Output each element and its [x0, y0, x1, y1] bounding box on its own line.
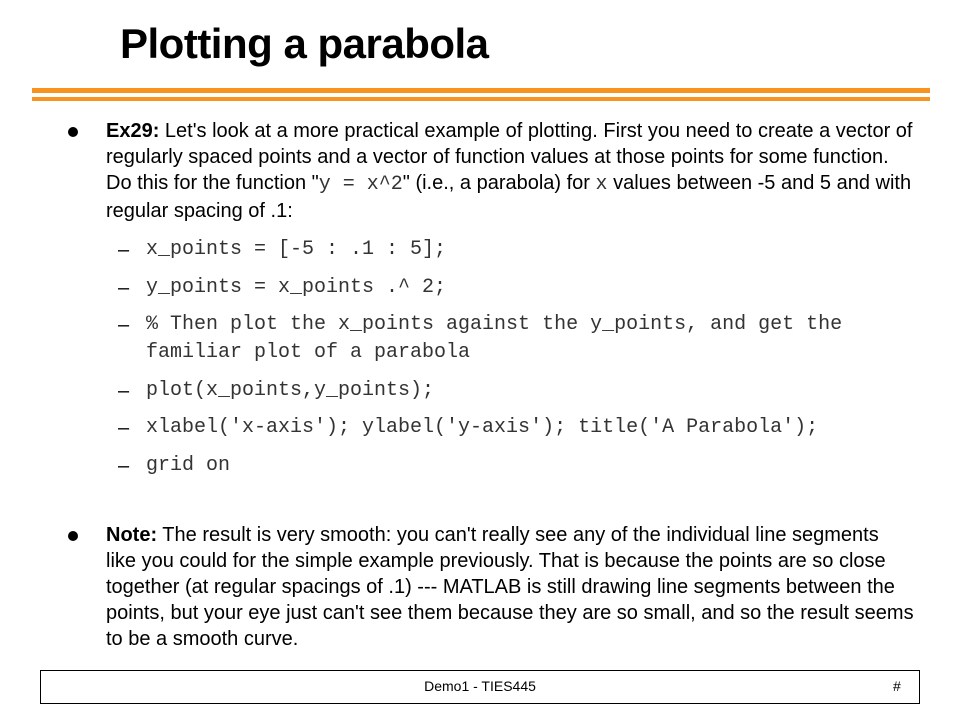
dash-marker: – — [118, 239, 130, 261]
bullet-1-text-c: values between -5 and 5 and with regular spacing of .1: — [106, 172, 912, 222]
bullet-2-marker — [68, 531, 78, 541]
code-step-text: plot(x_points,y_points); — [146, 378, 435, 402]
bullet-2-body: The result is very smooth: you can't really see any of the individual line segments like you could for the simple example previously. That is because the points are so close together (at regular spacings of .1) --- MATLAB is still drawing line segments between the points, but your eye just can't see them because they are so small, and so the result seems to be a smooth curve. — [106, 524, 914, 650]
footer-text: Demo1 - TIES445 — [424, 678, 536, 694]
dash-marker: – — [118, 454, 130, 477]
title-rule-bottom — [32, 97, 930, 101]
code-step — [118, 452, 908, 480]
title-rule-top — [32, 88, 930, 93]
code-step — [118, 414, 908, 442]
dash-marker: – — [118, 314, 130, 336]
dash-marker: – — [118, 276, 130, 299]
bullet-2-label: Note: — [106, 524, 158, 546]
bullet-1-text-a: Let's look at a more practical example of plotting. First you need to create a vector of regularly spaced points and a vector of function values at those points for some function. Do this for the function " — [106, 120, 913, 194]
inline-code-function: y = x^2 — [318, 173, 403, 196]
code-step-text: grid on — [146, 453, 231, 477]
bullet-1-label: Ex29: — [106, 120, 160, 142]
code-step — [118, 236, 908, 264]
dash-marker: – — [118, 379, 130, 402]
code-step — [118, 311, 908, 367]
inline-code-x: x — [595, 173, 608, 196]
slide-title: Plotting a parabola — [120, 20, 489, 67]
bullet-1-marker — [68, 127, 78, 137]
code-step-text: xlabel('x-axis'); ylabel('y-axis'); title('A Parabola'); — [146, 416, 819, 439]
code-step-text: x_points = [-5 : .1 : 5]; — [146, 238, 447, 261]
code-step — [118, 377, 908, 405]
code-step — [118, 274, 908, 302]
slide-number: # — [893, 678, 901, 694]
bullet-1-text-b: " (i.e., a parabola) for — [402, 172, 596, 194]
bullet-2-text — [106, 522, 914, 652]
code-step-text: y_points = x_points .^ 2; — [146, 275, 447, 299]
bullet-1-text — [106, 118, 914, 224]
code-step-text: % Then plot the x_points against the y_points, and get the familiar plot of a parabola — [146, 313, 843, 364]
dash-marker: – — [118, 417, 130, 439]
code-steps-list — [118, 236, 908, 489]
